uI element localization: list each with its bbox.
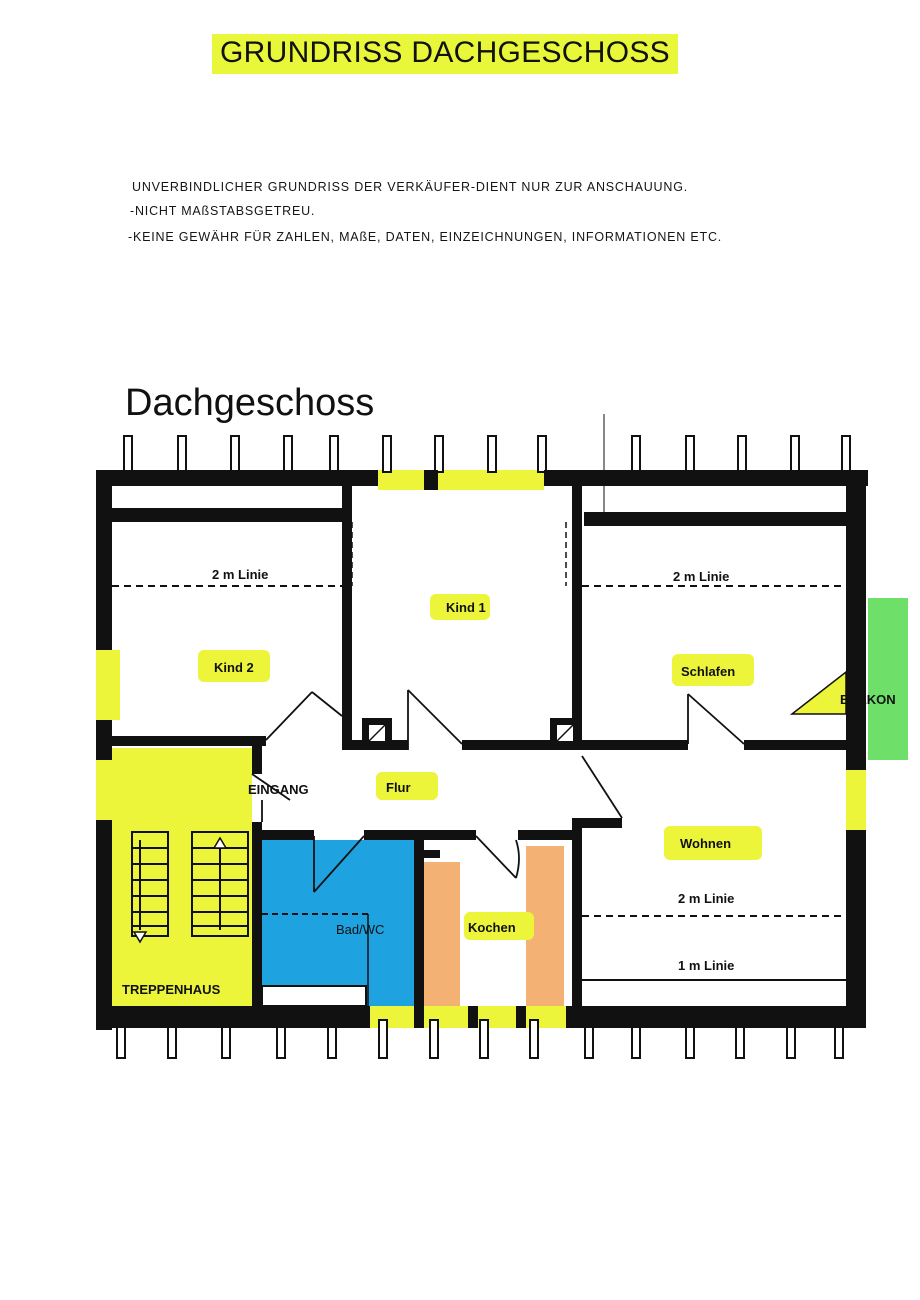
balcony-area bbox=[868, 598, 908, 760]
disclaimer-line: -KEINE GEWÄHR FÜR ZAHLEN, MAßE, DATEN, EINZEICHNUNGEN, INFORMATIONEN ETC. bbox=[128, 230, 723, 244]
window-stairwell bbox=[96, 760, 120, 820]
room-label-kochen: Kochen bbox=[468, 920, 516, 935]
kitchen-counter-left bbox=[424, 862, 460, 1006]
line-label-kind2: 2 m Linie bbox=[212, 567, 269, 582]
room-label-kind1: Kind 1 bbox=[446, 600, 486, 615]
window-kind2 bbox=[96, 650, 120, 720]
disclaimer-line: -NICHT MAßSTABSGETREU. bbox=[130, 204, 316, 218]
disclaimer-line: UNVERBINDLICHER GRUNDRISS DER VERKÄUFER-DIENT NUR ZUR ANSCHAUUNG. bbox=[132, 180, 688, 194]
plan-heading: Dachgeschoss bbox=[125, 382, 375, 424]
window-wohnen bbox=[846, 770, 866, 830]
line-label-wohnen-1m: 1 m Linie bbox=[678, 958, 735, 973]
room-label-kind2: Kind 2 bbox=[214, 660, 254, 675]
window-top bbox=[378, 470, 544, 490]
room-label-eingang: EINGANG bbox=[248, 782, 309, 797]
page-title: GRUNDRISS DACHGESCHOSS bbox=[212, 34, 678, 74]
room-label-treppenhaus: TREPPENHAUS bbox=[122, 982, 221, 997]
room-label-wohnen: Wohnen bbox=[680, 836, 732, 851]
line-label-schlafen: 2 m Linie bbox=[673, 569, 730, 584]
balcony-door bbox=[792, 672, 846, 714]
line-label-wohnen-2m: 2 m Linie bbox=[678, 891, 735, 906]
room-label-flur: Flur bbox=[386, 780, 411, 795]
room-label-bad: Bad/WC bbox=[336, 922, 385, 937]
room-label-schlafen: Schlafen bbox=[681, 664, 736, 679]
room-label-balkon: BALKON bbox=[840, 692, 896, 707]
